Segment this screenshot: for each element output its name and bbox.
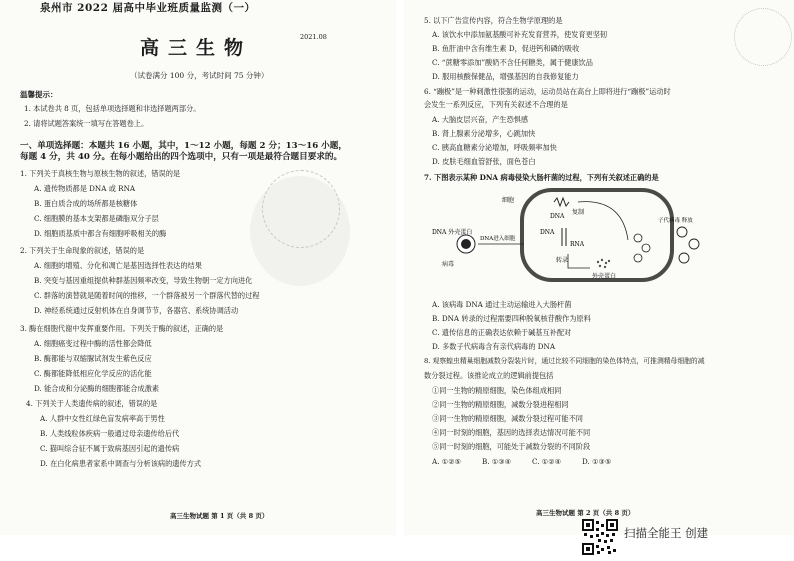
question-option: A. 遗传物质都是 DNA 或 RNA <box>34 184 136 193</box>
bacterium-label: 细胞 <box>502 197 515 204</box>
entry-label: DNA进入细胞 <box>480 236 516 242</box>
answer-choice: A. ①②⑤ <box>432 457 462 466</box>
question-option: C. 胰高血糖素分泌增加，呼吸频率加快 <box>432 143 557 152</box>
question-option: A. 细胞癌变过程中酶的活性都会降低 <box>34 339 152 348</box>
question-stem: 数分裂过程。该推论成立的逻辑前提包括 <box>424 371 554 380</box>
rna-label: RNA <box>570 241 585 248</box>
question-option: C. 猫叫综合征不属于致病基因引起的遗传病 <box>40 444 180 453</box>
question-option: B. 酶都能与双缩脲试剂发生紫色反应 <box>34 354 152 363</box>
assembled-viruses <box>634 234 650 262</box>
dna-strand <box>554 198 569 206</box>
protein-cluster <box>597 259 610 268</box>
page-footer: 高三生物试题 第 2 页（共 8 页） <box>536 509 635 517</box>
question-stem: 8. 观察蝗虫精巢细胞减数分裂装片时，通过比较不同细胞的染色体特点，可推测精母细胞的减 <box>424 357 705 365</box>
question-stem: 会发生一系列反应，下列有关叙述不合理的是 <box>424 100 568 109</box>
section-title: 每题 4 分，共 40 分。在每小题给出的四个选项中，只有一项是最符合题目要求的。 <box>20 152 343 162</box>
list-item: ①同一生物的精原细胞，染色体组成相同 <box>432 386 562 395</box>
question-option: A. 该饮水中添加氨基酸可补充发育营养，使发育更坚韧 <box>432 30 608 39</box>
virus-core <box>461 239 471 249</box>
replication-arrow <box>578 202 628 240</box>
question-stem: 5. 以下广告宣传内容，符合生物学原理的是 <box>424 16 563 25</box>
list-item: ②同一生物的精原细胞，减数分裂进程相同 <box>432 400 569 409</box>
question-option: B. 鱼肝油中含有维生素 D，促进钙和磷的吸收 <box>432 44 580 53</box>
exam-page-2 <box>404 0 794 535</box>
section-title: 一、单项选择题：本题共 16 小题，其中，1～12 小题，每题 2 分；13～16 小题， <box>20 141 347 151</box>
question-option: A. 细胞的增殖、分化和凋亡是基因选择性表达的结果 <box>34 261 202 270</box>
question-option: A. 该病毒 DNA 通过主动运输进入大肠杆菌 <box>432 300 572 309</box>
question-option: D. 服用核酸保健品，增强基因的自我修复能力 <box>432 72 579 81</box>
translation-arrow <box>568 254 590 268</box>
question-option: A. 大脑皮层兴奋，产生恐惧感 <box>432 115 529 124</box>
notice-item: 1. 本试卷共 8 页，包括单项选择题和非选择题两部分。 <box>24 104 201 113</box>
scanner-brand: 扫描全能王 创建 <box>624 526 709 540</box>
exam-page-1 <box>0 0 396 535</box>
exam-header: 泉州市 2022 届高中毕业班质量监测（一） <box>40 2 256 14</box>
question-option: C. “蔗糖零添加”酸奶不含任何糖类，属于健康饮品 <box>432 58 593 67</box>
question-option: B. 肾上腺素分泌增多，心跳加快 <box>432 129 536 138</box>
answer-choice: C. ①②④ <box>532 457 562 466</box>
question-option: D. 皮肤毛细血管舒张，面色苍白 <box>432 157 536 166</box>
virus-label: 病毒 <box>442 261 455 268</box>
virus-infection-diagram <box>432 188 708 284</box>
release-label: 子代病毒 释放 <box>658 218 693 224</box>
notice-title: 温馨提示： <box>20 90 58 99</box>
question-option: C. 酶都能降低相应化学反应的活化能 <box>34 369 152 378</box>
question-stem: 6. “蹦极”是一种刺激性很强的运动，运动员站在高台上即将进行“蹦极”运动时 <box>424 87 671 96</box>
dna-label: DNA <box>550 213 565 220</box>
question-stem: 2. 下列关于生命现象的叙述，错误的是 <box>20 246 145 255</box>
qr-code-icon[interactable] <box>582 519 618 555</box>
question-option: D. 多数子代病毒含有亲代病毒的 DNA <box>432 342 556 351</box>
question-stem: 4. 下列关于人类遗传病的叙述，错误的是 <box>26 399 158 408</box>
question-stem: 3. 酶在细胞代谢中发挥重要作用。下列关于酶的叙述，正确的是 <box>20 324 224 333</box>
notice-item: 2. 请将试题答案统一填写在答题卷上。 <box>24 119 149 128</box>
list-item: ⑤同一时刻的细胞，可能处于减数分裂的不同阶段 <box>432 442 591 451</box>
question-option: B. 突变与基因重组提供种群基因频率改变，导致生物朝一定方向进化 <box>34 276 253 285</box>
transcription-label: 转录 <box>556 257 569 264</box>
page-title: 高三生物 <box>140 37 253 59</box>
protein-label: 外壳蛋白 <box>592 273 617 280</box>
page-footer: 高三生物试题 第 1 页（共 8 页） <box>170 512 269 520</box>
question-option: C. 细胞膜的基本支架都是磷脂双分子层 <box>34 214 159 223</box>
stamp-seal <box>734 8 792 66</box>
question-option: C. 群落的演替就是随着时间的推移，一个群落被另一个群落代替的过程 <box>34 291 260 300</box>
question-option: D. 能合成和分泌酶的细胞都能合成激素 <box>34 384 160 393</box>
question-option: D. 在白化病患者家系中调查与分析该病的遗传方式 <box>40 459 202 468</box>
coat-label: DNA 外壳蛋白 <box>432 229 473 236</box>
answer-choice: D. ①③⑤ <box>582 457 612 466</box>
question-stem: 1. 下列关于真核生物与原核生物的叙述，错误的是 <box>20 169 181 178</box>
exam-info: （试卷满分 100 分，考试时间 75 分钟） <box>130 71 269 80</box>
dna-ladder <box>562 228 566 246</box>
question-stem: 7. 下图表示某种 DNA 病毒侵染大肠杆菌的过程，下列有关叙述正确的是 <box>424 173 659 182</box>
released-viruses <box>677 227 699 263</box>
question-option: D. 神经系统通过反射机体在自身调节节，各器官、系统协调活动 <box>34 306 239 315</box>
stamp-seal <box>262 170 340 248</box>
question-option: B. 蛋白质合成的场所都是核糖体 <box>34 199 138 208</box>
list-item: ④同一时刻的细胞，基因的选择表达情况可能不同 <box>432 428 591 437</box>
answer-choice: B. ①③④ <box>482 457 512 466</box>
replication-label: 复制 <box>572 209 585 216</box>
exam-date: 2021.08 <box>300 33 327 41</box>
question-option: D. 细胞质基质中都含有细胞呼吸相关的酶 <box>34 229 167 238</box>
question-option: B. DNA 转录的过程需要四种脱氧核苷酸作为原料 <box>432 314 591 323</box>
dna2-label: DNA <box>540 229 555 236</box>
question-option: A. 人群中女性红绿色盲发病率高于男性 <box>40 414 165 423</box>
list-item: ③同一生物的精原细胞，减数分裂过程可能不同 <box>432 414 583 423</box>
question-option: B. 人类线粒体疾病一般通过母亲遗传给后代 <box>40 429 180 438</box>
question-option: C. 遗传信息的正确表达依赖于碱基互补配对 <box>432 328 572 337</box>
